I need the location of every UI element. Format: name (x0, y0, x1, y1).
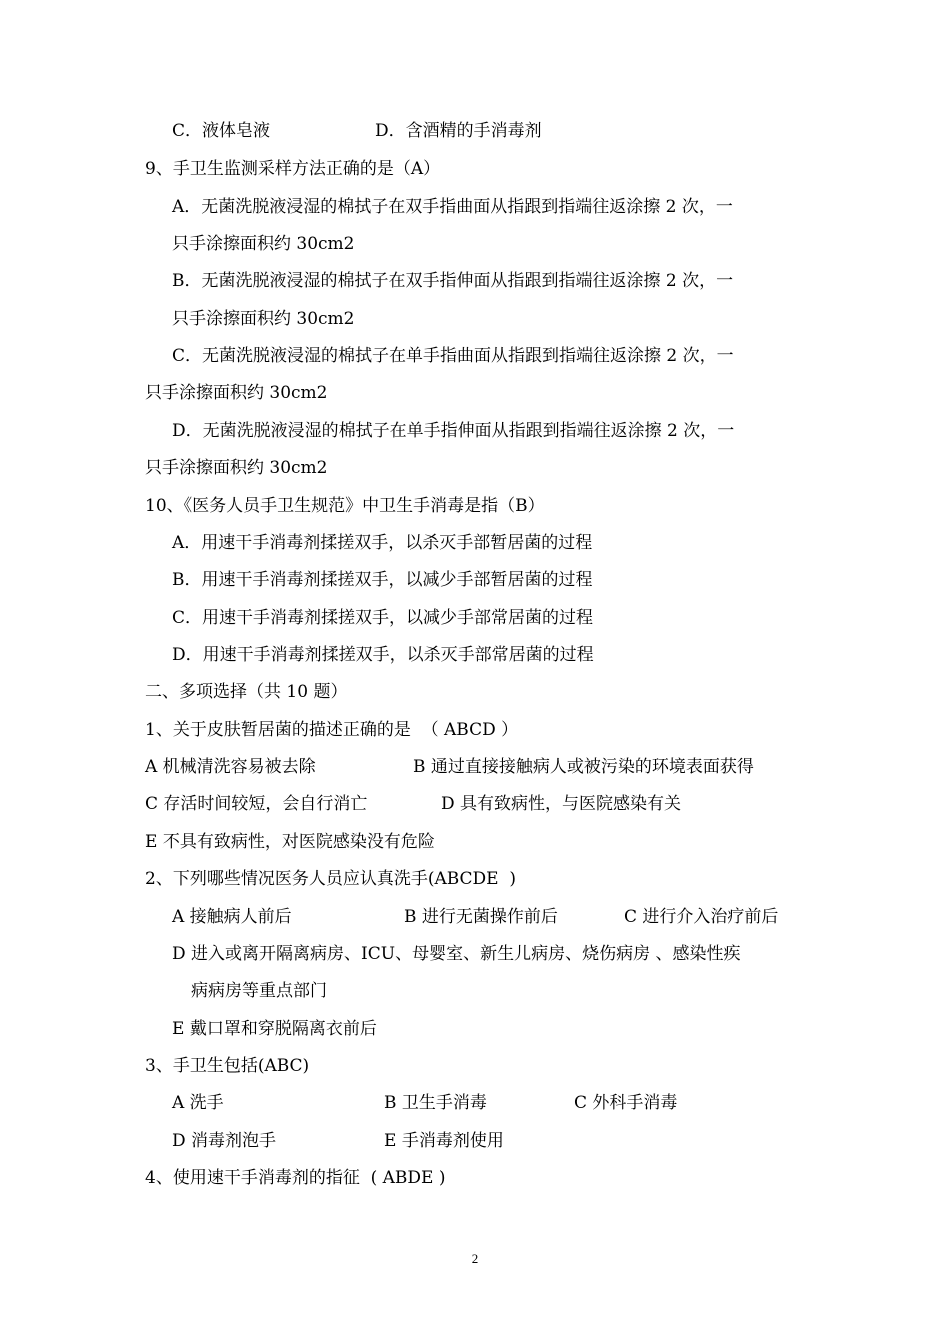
m2-option-b: B 进行无菌操作前后 (404, 907, 558, 927)
m1-option-d: D 具有致病性，与医院感染有关 (441, 794, 682, 814)
m1-option-b: B 通过直接接触病人或被污染的环境表面获得 (413, 757, 754, 777)
q9-option-a-line1: A．无菌洗脱液浸湿的棉拭子在双手指曲面从指跟到指端往返涂擦 2 次，一 (172, 197, 733, 217)
m3-stem: 3、手卫生包括(ABC) (145, 1056, 310, 1076)
m1-stem: 1、关于皮肤暂居菌的描述正确的是 （ ABCD ） (145, 720, 519, 740)
m3-option-c: C 外科手消毒 (574, 1093, 678, 1113)
m2-option-e: E 戴口罩和穿脱隔离衣前后 (172, 1019, 377, 1039)
q10-option-d: D．用速干手消毒剂揉搓双手，以杀灭手部常居菌的过程 (172, 645, 594, 665)
m2-option-d-line2: 病病房等重点部门 (191, 981, 327, 1001)
m1-option-e: E 不具有致病性，对医院感染没有危险 (145, 832, 435, 852)
m1-option-a: A 机械清洗容易被去除 (145, 757, 316, 777)
q9-option-d-line2: 只手涂擦面积约 30cm2 (145, 458, 328, 478)
m3-option-b: B 卫生手消毒 (384, 1093, 487, 1113)
q10-option-a: A．用速干手消毒剂揉搓双手，以杀灭手部暂居菌的过程 (172, 533, 593, 553)
q9-option-c-line2: 只手涂擦面积约 30cm2 (145, 383, 328, 403)
q9-option-b-line2: 只手涂擦面积约 30cm2 (172, 309, 355, 329)
q8-option-d: D．含酒精的手消毒剂 (375, 121, 542, 141)
section-heading: 二、多项选择（共 10 题） (145, 682, 348, 702)
q9-option-c-line1: C．无菌洗脱液浸湿的棉拭子在单手指曲面从指跟到指端往返涂擦 2 次，一 (172, 346, 734, 366)
q9-stem: 9、手卫生监测采样方法正确的是（A） (145, 159, 441, 179)
page-number: 2 (471, 1251, 479, 1266)
q10-option-b: B．用速干手消毒剂揉搓双手，以减少手部暂居菌的过程 (172, 570, 593, 590)
q9-option-d-line1: D．无菌洗脱液浸湿的棉拭子在单手指伸面从指跟到指端往返涂擦 2 次，一 (172, 421, 735, 441)
q9-option-b-line1: B．无菌洗脱液浸湿的棉拭子在双手指伸面从指跟到指端往返涂擦 2 次，一 (172, 271, 734, 291)
m2-option-d-line1: D 进入或离开隔离病房、ICU、母婴室、新生儿病房、烧伤病房 、感染性疾 (172, 944, 741, 964)
m2-stem: 2、下列哪些情况医务人员应认真洗手(ABCDE ) (145, 869, 517, 889)
m3-option-d: D 消毒剂泡手 (172, 1131, 277, 1151)
m4-stem: 4、使用速干手消毒剂的指征 ( ABDE ) (145, 1168, 446, 1188)
q8-option-c: C．液体皂液 (172, 121, 271, 141)
q10-option-c: C．用速干手消毒剂揉搓双手，以减少手部常居菌的过程 (172, 608, 594, 628)
m2-option-c: C 进行介入治疗前后 (624, 907, 779, 927)
m1-option-c: C 存活时间较短，会自行消亡 (145, 794, 368, 814)
q10-stem: 10、《医务人员手卫生规范》中卫生手消毒是指（B） (145, 496, 545, 516)
q9-option-a-line2: 只手涂擦面积约 30cm2 (172, 234, 355, 254)
m2-option-a: A 接触病人前后 (172, 907, 292, 927)
m3-option-e: E 手消毒剂使用 (384, 1131, 504, 1151)
m3-option-a: A 洗手 (172, 1093, 224, 1113)
